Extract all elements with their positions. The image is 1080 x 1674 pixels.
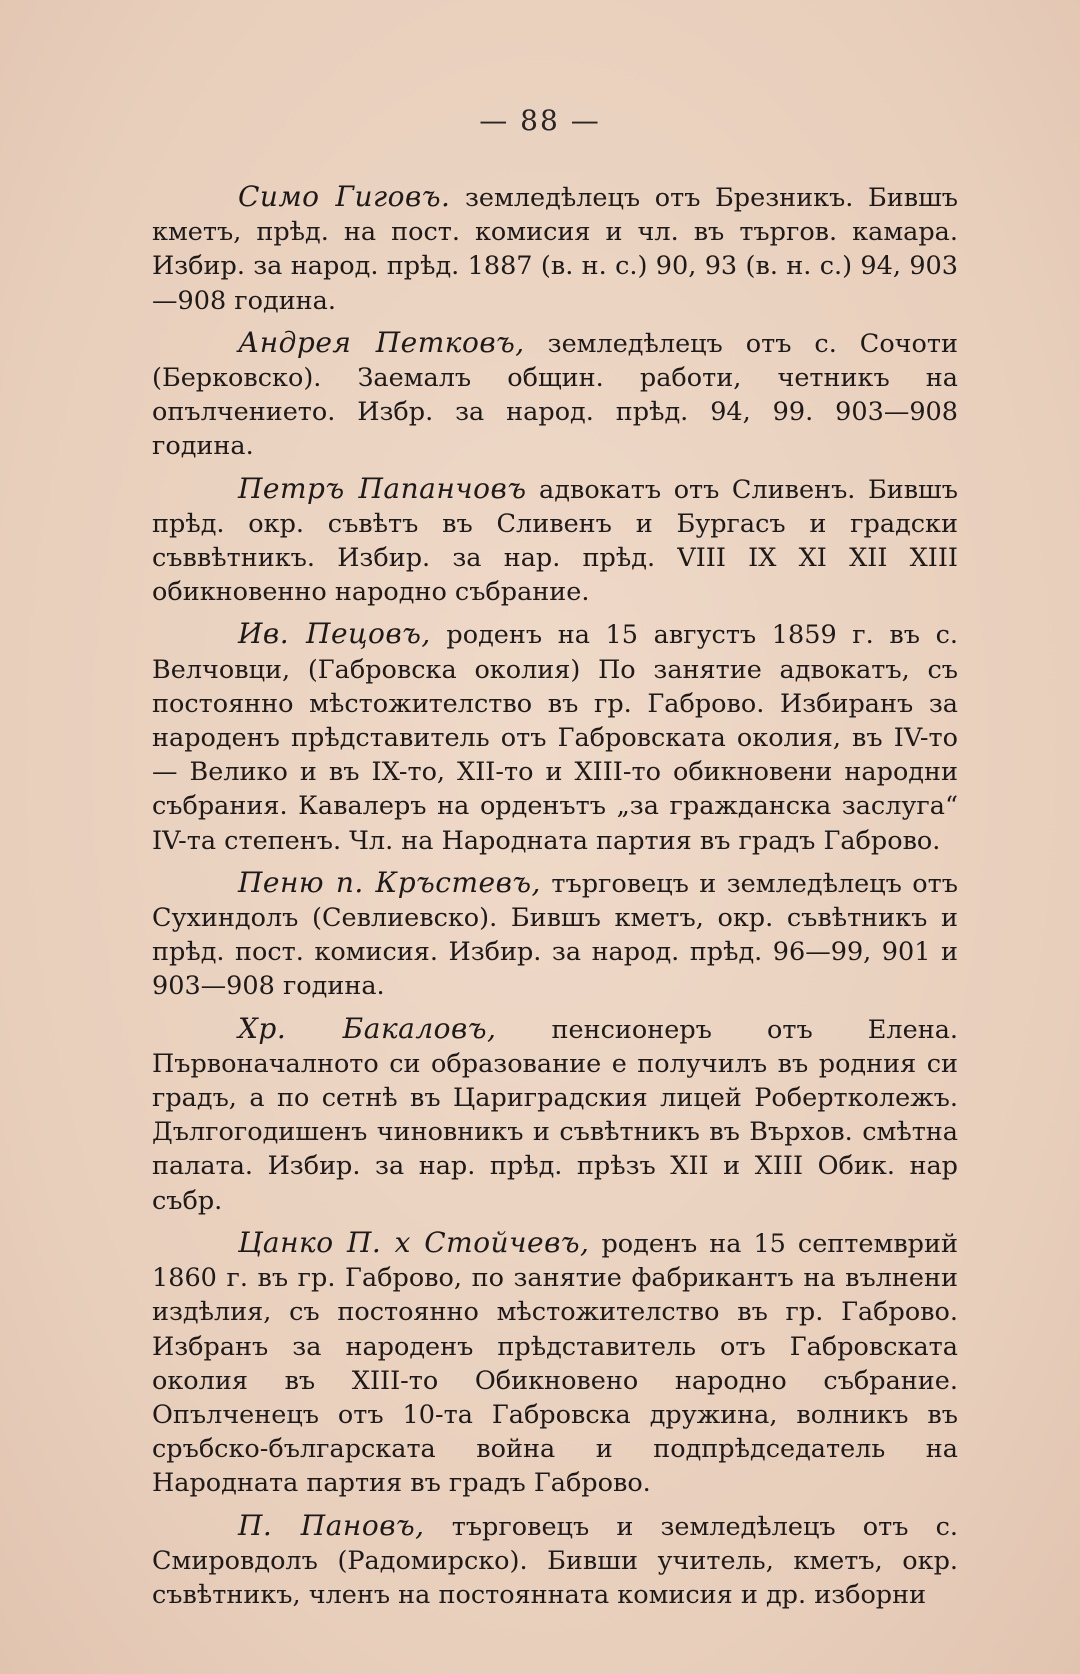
biography-entry [152, 617, 958, 857]
person-name: Ив. Пецовъ, [238, 617, 431, 651]
person-name: Пеню п. Кръстевъ, [238, 865, 541, 899]
person-name: Андрея Петковъ, [238, 325, 525, 359]
person-description: търговецъ и земледѣлецъ отъ Сухиндолъ (Севлиевско). Бившъ кметъ, окр. съвѣтникъ и прѣд. пост. комисия. Избир. за народ. прѣд. 96—99, 901 и 903—908 година. [152, 868, 958, 1002]
person-name: П. Пановъ, [238, 1508, 425, 1542]
person-description: роденъ на 15 септемврий 1860 г. въ гр. Габрово, по занятие фабрикантъ на вълнени издѣлия, съ постоянно мѣстожителство въ гр. Габрово. Избранъ за народенъ прѣдставитель отъ Габровската околия въ XIII-то Обикновено народно събрание. Опълченецъ отъ 10-та Габровска дружина, волникъ въ сръбско-българската война и подпрѣдседатель на Народната партия въ градъ Габрово. [152, 1228, 958, 1499]
person-name: Петръ Папанчовъ [238, 471, 527, 505]
person-description: пенсионеръ отъ Елена. Първоначалното си образование е получилъ въ родния си градъ, а по сетнѣ въ Цариградския лицей Робертколежъ. Дългогодишенъ чиновникъ и съвѣтникъ въ Върхов. смѣтна палата. Избир. за нар. прѣд. прѣзъ XII и XIII Обик. нар събр. [152, 1014, 958, 1216]
person-description: земледѣлецъ отъ с. Сочоти (Берковско). Заемалъ общин. работи, четникъ на опълчението. Избр. за народ. прѣд. 94, 99. 903—908 година. [152, 328, 958, 462]
person-description: роденъ на 15 августъ 1859 г. въ с. Велчовци, (Габровска околия) По занятие адвокатъ, съ постоянно мѣстожителство въ гр. Габрово. Избиранъ за народенъ прѣдставитель отъ Габровската околия, въ IV-то — Велико и въ IX-то, XII-то и XIII-то обикновени народни събрания. Кавалеръ на орденътъ „за гражданска заслуга“ IV-та степенъ. Чл. на Народната партия въ градъ Габрово. [152, 620, 958, 856]
biography-entry [152, 1012, 958, 1218]
biography-entry [152, 326, 958, 464]
biography-entry [152, 1226, 958, 1501]
person-name: Хр. Бакаловъ, [238, 1011, 497, 1045]
person-description: търговецъ и земледѣлецъ отъ с. Смировдолъ (Радомирско). Бивши учитель, кметъ, окр. съвѣтникъ, членъ на постоянната комисия и др. изборни [152, 1511, 958, 1610]
biography-entry [152, 1509, 958, 1613]
biography-list [152, 180, 958, 1620]
biography-entry [152, 180, 958, 318]
biography-entry [152, 472, 958, 610]
biography-entry [152, 866, 958, 1004]
page-number: — 88 — [479, 104, 601, 137]
person-name: Симо Гиговъ. [238, 180, 451, 213]
person-description: земледѣлецъ отъ Брезникъ. Бившъ кметъ, прѣд. на пост. комисия и чл. въ търгов. камара. Избир. за народ. прѣд. 1887 (в. н. с.) 90, 93 (в. н. с.) 94, 903—908 година. [152, 183, 959, 316]
person-description: адвокатъ отъ Сливенъ. Бившъ прѣд. окр. съвѣтъ въ Сливенъ и Бургасъ и градски съввѣтникъ. Избир. за нар. прѣд. VIII IX XI XII XIII обикновенно народно събрание. [152, 474, 958, 608]
person-name: Цанко П. х Стойчевъ, [238, 1225, 590, 1259]
